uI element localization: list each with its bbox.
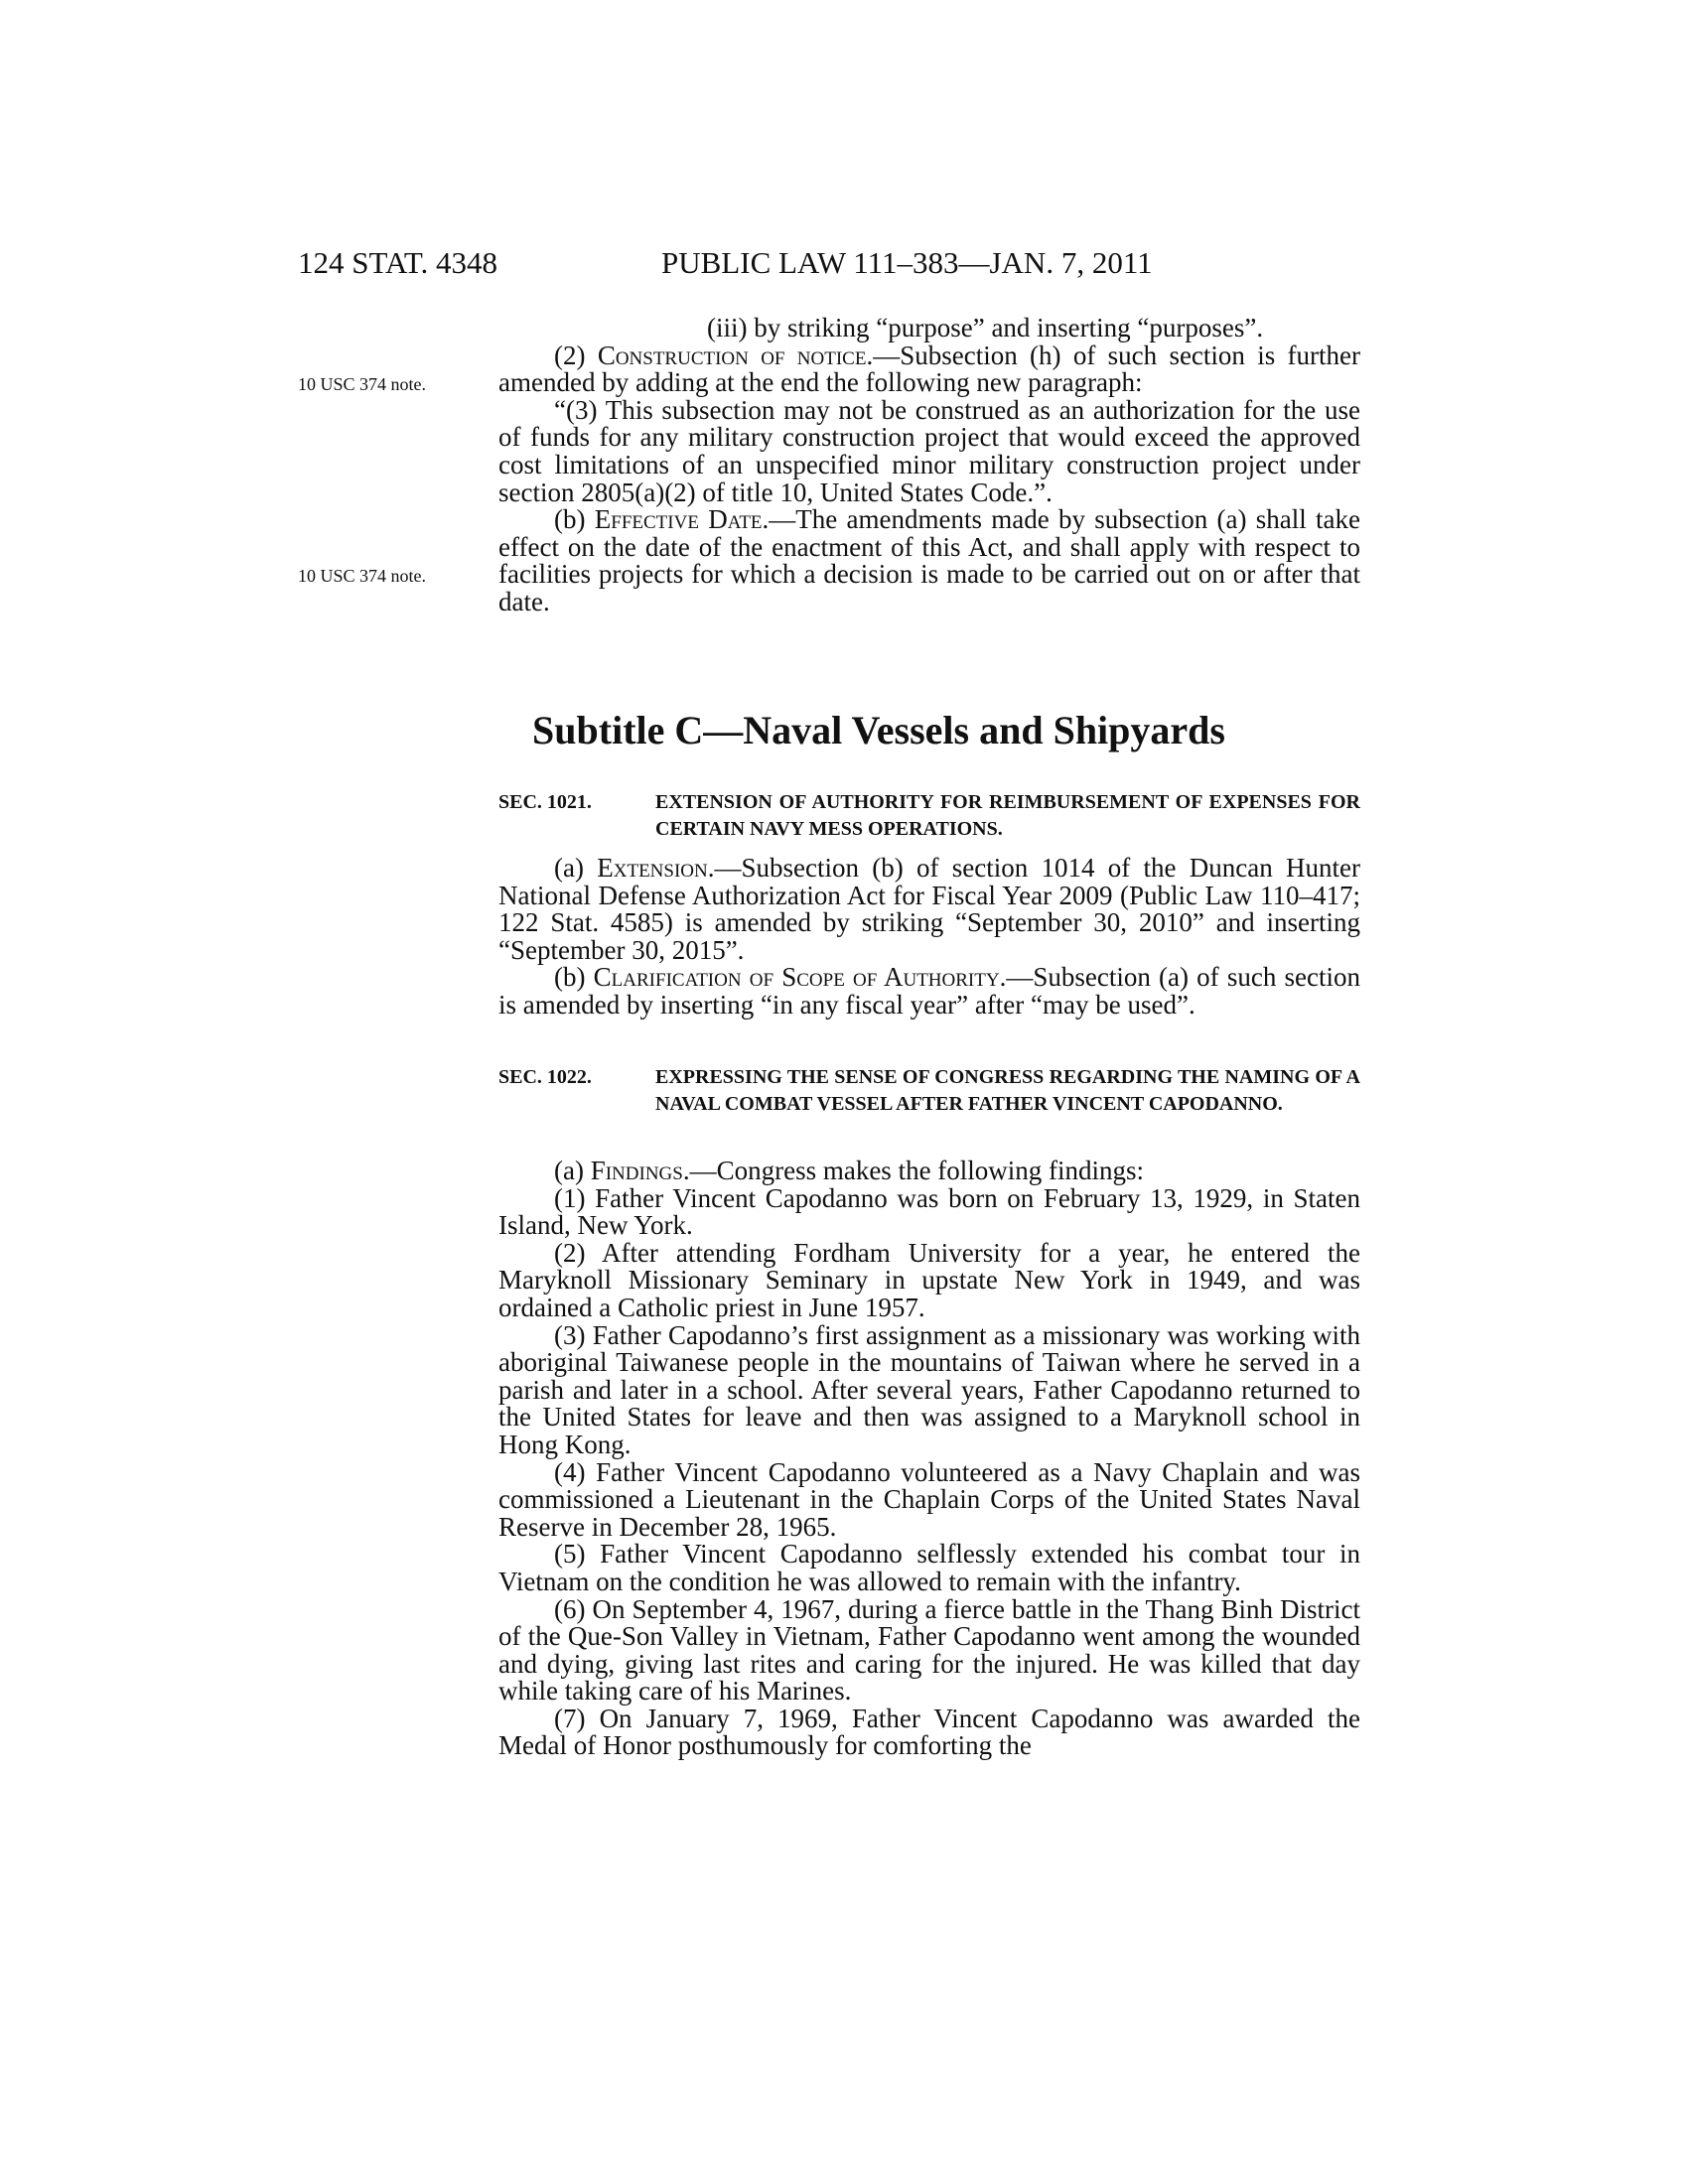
- finding: (1) Father Vincent Capodanno was born on February 13, 1929, in Staten Island, New York.: [498, 1182, 1360, 1241]
- finding: (3) Father Capodanno’s first assignment as a missionary was working with aboriginal Taiwanese people in the mountains of Taiwan where he served in a parish and later in a school. After several years, Father Capodanno returned to the United States for leave and then was assigned to a Maryknoll school in Hong Kong.: [498, 1319, 1360, 1459]
- subsection-b: (b) Clarification of Scope of Authority.—Subsection (a) of such section is amended by inserting “in any fiscal year” after “may be used”.: [498, 962, 1360, 1020]
- subsection-a: (a) Findings.—Congress makes the following findings:: [554, 1156, 1145, 1185]
- finding: (7) On January 7, 1969, Father Vincent Capodanno was awarded the Medal of Honor posthumously for comforting the: [498, 1703, 1360, 1761]
- finding: (4) Father Vincent Capodanno volunteered as a Navy Chaplain and was commissioned a Lieutenant in the Chaplain Corps of the United States Naval Reserve in December 28, 1965.: [498, 1456, 1360, 1542]
- stat-page-number: 124 STAT. 4348: [298, 245, 498, 280]
- section-number: SEC. 1022.: [498, 1066, 592, 1088]
- subsection-heading: Effective Date: [594, 504, 763, 535]
- clause-iii: (iii) by striking “purpose” and inserting “purposes”.: [707, 313, 1264, 342]
- section-title: EXTENSION OF AUTHORITY FOR REIMBURSEMENT OF EXPENSES FOR CERTAIN NAVY MESS OPERATIONS.: [655, 791, 1360, 840]
- margin-note: 10 USC 374 note.: [298, 566, 427, 586]
- amendment-block: [498, 315, 1360, 616]
- section-number: SEC. 1021.: [498, 791, 592, 813]
- subsection-b: (b) Effective Date.—The amendments made by subsection (a) shall take effect on the date of the enactment of this Act, and shall apply with respect to facilities projects for which a decision is made to be carried out on or after that date.: [498, 504, 1361, 616]
- finding: (6) On September 4, 1967, during a fierce battle in the Thang Binh District of the Que-Son Valley in Vietnam, Father Capodanno went among the wounded and dying, giving last rites and caring for the injured. He was killed that day while taking care of his Marines.: [498, 1593, 1360, 1706]
- finding: (2) After attending Fordham University for a year, he entered the Maryknoll Missionary Seminary in upstate New York in 1949, and was ordained a Catholic priest in June 1957.: [498, 1237, 1360, 1322]
- section-1022-heading: [498, 1064, 1360, 1118]
- paragraph-heading: Construction of notice: [597, 340, 867, 370]
- subsection-heading: Extension: [597, 853, 708, 883]
- subtitle-heading: Subtitle C—Naval Vessels and Shipyards: [532, 708, 1225, 752]
- section-1021-heading: [498, 789, 1360, 843]
- margin-note: 10 USC 374 note.: [298, 374, 427, 394]
- public-law-heading: PUBLIC LAW 111–383—JAN. 7, 2011: [661, 245, 1153, 280]
- paragraph-2: (2) Construction of notice.—Subsection (h) of such section is further amended by adding at the end the following new paragraph:: [498, 340, 1361, 398]
- section-1021-body: [498, 855, 1360, 1020]
- paragraph-3: “(3) This subsection may not be construed as an authorization for the use of funds for any military construction project that would exceed the approved cost limitations of an unspecified minor military construction project under section 2805(a)(2) of title 10, United States Code.”.: [498, 394, 1360, 507]
- subsection-a: (a) Extension.—Subsection (b) of section 1014 of the Duncan Hunter National Defense Authorization Act for Fiscal Year 2009 (Public Law 110–417; 122 Stat. 4585) is amended by striking “September 30, 2010” and inserting “September 30, 2015”.: [498, 853, 1361, 965]
- finding: (5) Father Vincent Capodanno selflessly extended his combat tour in Vietnam on the condition he was allowed to remain with the infantry.: [498, 1539, 1360, 1596]
- page-header: [0, 245, 1688, 285]
- subsection-heading: Clarification of Scope of Authority: [593, 962, 1000, 993]
- section-title: EXPRESSING THE SENSE OF CONGRESS REGARDING THE NAMING OF A NAVAL COMBAT VESSEL AFTER FATHER VINCENT CAPODANNO.: [655, 1066, 1360, 1115]
- section-1022-body: [498, 1158, 1360, 1760]
- subsection-heading: Findings: [590, 1156, 683, 1185]
